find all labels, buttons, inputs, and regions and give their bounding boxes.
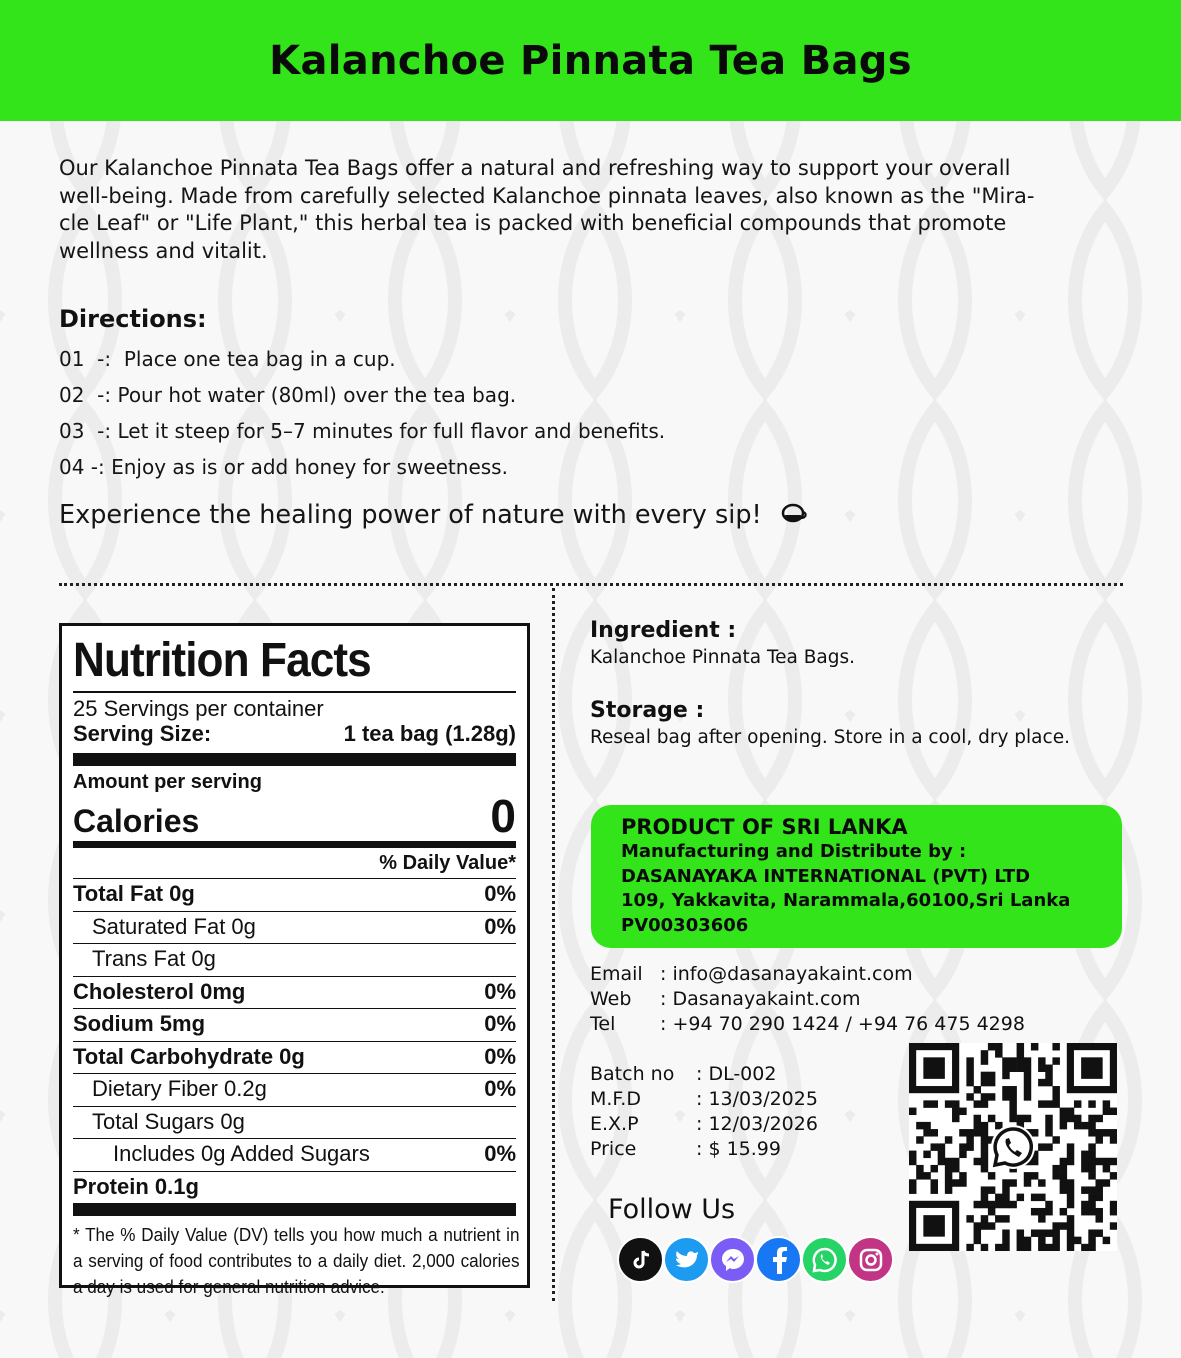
section-divider-vertical: [552, 588, 555, 1301]
nutrient-row: [73, 943, 516, 976]
exp-label: E.X.P: [590, 1113, 639, 1135]
origin-title: PRODUCT OF SRI LANKA: [621, 815, 908, 839]
origin-line: Manufacturing and Distribute by :: [621, 841, 967, 862]
nutrient-name: Trans Fat 0g: [92, 946, 216, 971]
nutrient-name: Protein 0.1g: [73, 1173, 199, 1199]
nutrient-dv: 0%: [484, 1011, 516, 1036]
calories-label: Calories: [73, 803, 200, 839]
nutrient-row: [73, 1008, 516, 1041]
servings-per-container: 25 Servings per container: [73, 696, 324, 721]
tel-value[interactable]: : +94 70 290 1424 / +94 76 475 4298: [660, 1013, 1025, 1035]
nutrient-row: [73, 1041, 516, 1074]
nutrient-name: Total Carbohydrate 0g: [73, 1043, 305, 1069]
nutrition-footnote: * The % Daily Value (DV) tells you how much a nutrient in a serving of food contributes to a daily diet. 2,000 calories a day is used for general nutrition advice.: [73, 1225, 520, 1297]
email-value[interactable]: : info@dasanayakaint.com: [660, 963, 913, 985]
tiktok-icon[interactable]: [617, 1236, 664, 1283]
nutrient-row: [73, 1171, 516, 1204]
origin-line: PV00303606: [621, 914, 749, 936]
intro-line: wellness and vitalit.: [59, 238, 268, 263]
direction-step: 01 -: Place one tea bag in a cup.: [59, 347, 396, 371]
nutrient-row: [73, 1138, 516, 1171]
intro-line: Our Kalanchoe Pinnata Tea Bags offer a natural and refreshing way to support your overall: [59, 156, 1011, 180]
whatsapp-icon[interactable]: [801, 1236, 848, 1283]
directions-title: Directions:: [59, 305, 207, 333]
web-value[interactable]: : Dasanayakaint.com: [660, 988, 861, 1010]
qr-code-icon[interactable]: [909, 1043, 1117, 1251]
nutrition-rule: [73, 691, 516, 693]
nutrient-dv: 0%: [484, 1076, 516, 1101]
storage-label: Storage :: [590, 698, 705, 723]
origin-line: 109, Yakkavita, Narammala,60100,Sri Lanka: [621, 890, 1071, 911]
batch-row: [590, 1062, 818, 1087]
contact-info: [590, 962, 1025, 1037]
nutrition-thick-rule: [73, 1203, 516, 1216]
contact-row: [590, 1012, 1025, 1037]
direction-step: 02 -: Pour hot water (80ml) over the tea bag.: [59, 383, 517, 407]
nutrient-name: Cholesterol 0mg: [73, 978, 246, 1004]
exp-value: : 12/03/2026: [696, 1113, 818, 1135]
nutrition-facts-panel: [59, 623, 530, 1297]
tel-label: Tel: [590, 1013, 616, 1035]
nutrition-medium-rule: [73, 841, 516, 848]
section-divider-horizontal: [59, 583, 1123, 586]
calories-value: 0: [490, 790, 516, 842]
tagline: [59, 500, 808, 530]
nutrient-dv: 0%: [484, 881, 516, 906]
direction-step: 04 -: Enjoy as is or add honey for sweetness.: [59, 455, 508, 479]
daily-value-header: % Daily Value*: [379, 852, 516, 874]
batch-row: [590, 1112, 818, 1137]
serving-size-row: [73, 721, 516, 747]
serving-size-value: 1 tea bag (1.28g): [343, 721, 516, 746]
batch-value: : DL-002: [696, 1063, 777, 1085]
batch-info: [590, 1062, 818, 1162]
ingredient-text: Kalanchoe Pinnata Tea Bags.: [590, 647, 856, 668]
messenger-icon[interactable]: [709, 1236, 756, 1283]
nutrient-row: [73, 911, 516, 944]
contact-row: [590, 962, 1025, 987]
contact-row: [590, 987, 1025, 1012]
storage-text: Reseal bag after opening. Store in a cool, dry place.: [590, 727, 1070, 748]
batch-label: Batch no: [590, 1063, 675, 1085]
intro-paragraph: [59, 155, 1124, 265]
mfd-value: : 13/03/2025: [696, 1088, 818, 1110]
nutrient-name: Total Fat 0g: [73, 881, 195, 906]
origin-line: DASANAYAKA INTERNATIONAL (PVT) LTD: [621, 865, 1031, 887]
email-label: Email: [590, 963, 643, 985]
price-label: Price: [590, 1138, 637, 1160]
batch-row: [590, 1137, 818, 1162]
origin-box: [591, 805, 1122, 948]
serving-size-label: Serving Size:: [73, 721, 212, 746]
nutrient-name: Saturated Fat 0g: [92, 913, 256, 939]
nutrition-thick-rule: [73, 753, 516, 766]
nutrient-row: [73, 878, 516, 911]
nutrient-name: Total Sugars 0g: [92, 1108, 245, 1134]
nutrient-row: [73, 976, 516, 1009]
batch-row: [590, 1087, 818, 1112]
intro-line: cle Leaf" or "Life Plant," this herbal tea is packed with beneficial compounds that promote: [59, 211, 1007, 235]
page-title: Kalanchoe Pinnata Tea Bags: [269, 37, 912, 84]
web-label: Web: [590, 988, 632, 1010]
nutrient-dv: 0%: [484, 913, 516, 939]
price-value: : $ 15.99: [696, 1138, 781, 1160]
mfd-label: M.F.D: [590, 1088, 641, 1110]
nutrition-title: Nutrition Facts: [73, 634, 371, 687]
nutrient-dv: 0%: [484, 1043, 516, 1069]
social-icons: [617, 1236, 893, 1283]
nutrient-name: Dietary Fiber 0.2g: [92, 1076, 267, 1101]
twitter-icon[interactable]: [663, 1236, 710, 1283]
nutrient-row: [73, 1073, 516, 1106]
direction-step: 03 -: Let it steep for 5–7 minutes for full flavor and benefits.: [59, 419, 666, 443]
intro-line: well-being. Made from carefully selected Kalanchoe pinnata leaves, also known as the "Mira-: [59, 183, 1035, 208]
nutrient-dv: 0%: [484, 1141, 516, 1166]
nutrient-dv: 0%: [484, 978, 516, 1004]
calories-row: [73, 790, 516, 842]
follow-us-label: Follow Us: [608, 1194, 736, 1225]
tagline-text: Experience the healing power of nature with every sip!: [59, 500, 762, 530]
header-banner: [0, 0, 1181, 121]
facebook-icon[interactable]: [755, 1236, 802, 1283]
instagram-icon[interactable]: [847, 1236, 894, 1283]
ingredient-label: Ingredient :: [590, 618, 737, 643]
nutrient-name: Includes 0g Added Sugars: [113, 1141, 370, 1166]
tea-cup-icon: [780, 501, 808, 529]
nutrient-name: Sodium 5mg: [73, 1011, 206, 1036]
directions-list: [59, 345, 665, 489]
nutrient-row: [73, 1106, 516, 1139]
amount-per-serving: Amount per serving: [73, 771, 262, 793]
